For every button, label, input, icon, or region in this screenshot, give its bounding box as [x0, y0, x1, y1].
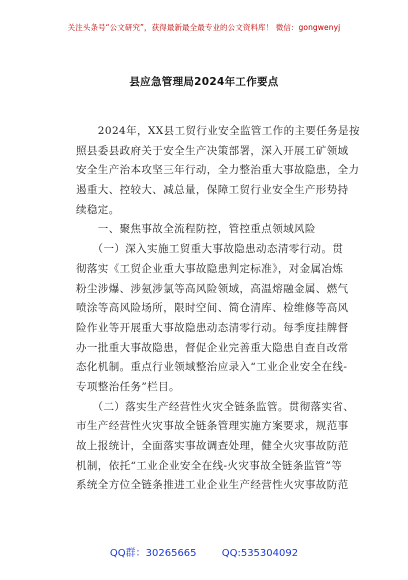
body-line: 市生产经营性火灾事故全链条管理实施方案要求，规范事 [76, 420, 349, 433]
body-line: 办一批重大事故隐患，督促企业完善重大隐患自查自改常 [76, 341, 349, 354]
document-title: 县应急管理局2024年工作要点 [129, 76, 279, 88]
body-line: 续稳定。 [76, 203, 120, 216]
body-line: 险作业等开展重大事故隐患动态清零行动。每季度挂牌督 [76, 321, 349, 334]
body-line: 照县委县政府关于安全生产决策部署，深入开展工矿领域 [76, 144, 349, 157]
header-banner: 关注头条号“公文研究”，获得最新最全最专业的公文资料库！ 微信：gongwenyj [67, 23, 341, 32]
body-line: 系统全方位全链条推进工业企业生产经营性火灾事故防范 [76, 479, 349, 492]
footer-qq: QQ:535304092 [221, 548, 299, 559]
body-line: 遏重大、控较大、减总量，保障工贸行业安全生产形势持 [76, 184, 349, 197]
body-line: 2024年，XX县工贸行业安全监管工作的主要任务是按 [76, 125, 360, 137]
body-line: 态化机制。重点行业领域整治应录入“工业企业安全在线- [76, 361, 348, 374]
body-line: 机制，依托“工业企业安全在线-火灾事故全链条监管”等 [76, 459, 343, 472]
body-line: （二）落实生产经营性火灾全链条监管。贯彻落实省、 [76, 400, 355, 413]
section-heading: 一、聚焦事故全流程防控，管控重点领域风险 [76, 223, 316, 236]
body-line: （一）深入实施工贸重大事故隐患动态清零行动。贯 [76, 243, 344, 256]
body-line: 粉尘涉爆、涉氨涉氯等高风险领域，高温熔融金属、燃气 [76, 282, 349, 295]
document-body [76, 122, 360, 496]
footer-contacts [0, 544, 408, 559]
body-line: 专项整治任务”栏目。 [76, 380, 180, 393]
body-line: 喷涂等高风险场所，限时空间、简仓清库、检维修等高风 [76, 302, 349, 315]
body-line: 彻落实《工贸企业重大事故隐患判定标准》，对金属冶炼 [76, 262, 344, 275]
body-line: 故上报统计，全面落实事故调查处理，健全火灾事故防范 [76, 440, 349, 452]
body-line: 安全生产治本攻坚三年行动，全力整治重大事故隐患，全力 [76, 164, 360, 177]
footer-qq-group: QQ群：30265665 [109, 548, 197, 559]
